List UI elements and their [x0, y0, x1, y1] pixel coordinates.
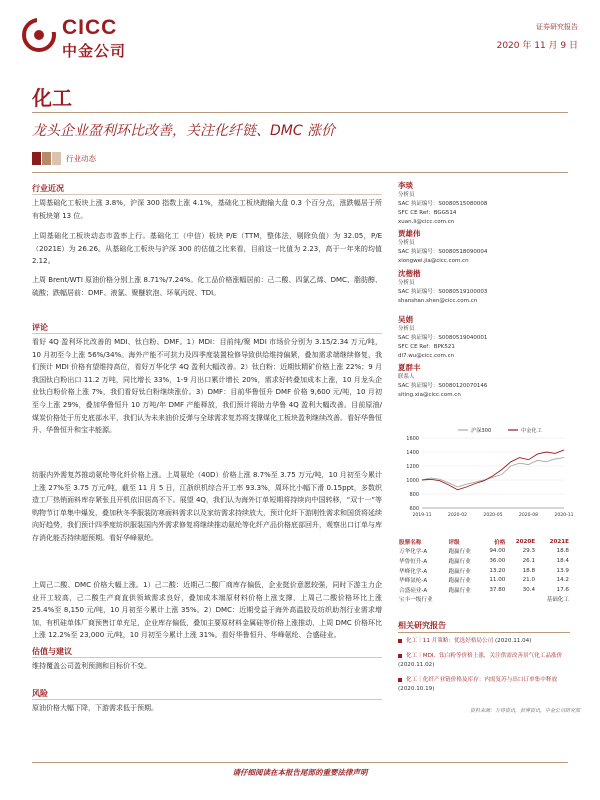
title-divider	[32, 112, 568, 113]
analyst-sac: SAC 执证编号：S0080519040001	[398, 335, 488, 341]
analyst-card	[398, 268, 570, 306]
analyst-sac: SAC 执证编号：S0080515080008	[398, 201, 488, 207]
analyst-email[interactable]: xuan.li@cicc.com.cn	[398, 219, 455, 225]
cicc-logo-icon	[22, 18, 56, 52]
analyst-sfc: SFC CE Ref：BGG514	[398, 210, 457, 216]
overview-paragraph-2: 上周基础化工板块动态市盈率上行。基础化工（中信）板块 P/E（TTM，整体法，剔除负值）为 32.05，P/E（2021E）为 26.26。从基础化工板块与沪深 300 的估值之比来看，目前这一比值为 2.23，高于一年来的均值 2.12。	[32, 232, 382, 266]
table-row	[398, 547, 570, 557]
table-cell: 万华化学-A	[399, 549, 428, 556]
x-tick-label: 2020-02	[447, 513, 468, 518]
analyst-sac: SAC 执证编号：S0080120070146	[398, 383, 488, 389]
analyst-role: 分析员	[398, 280, 415, 286]
table-header-cell: 2020E	[515, 538, 536, 545]
overview-paragraph-3: 上周 Brent/WTI 原油价格分别上涨 8.71%/7.24%。化工品价格涨幅居前：己二酸、四氯乙烯、DMC、脂肪醇、硫酸；跌幅居前：DMF、液氯、聚醚软泡、环氧丙烷、TDI。	[32, 276, 382, 297]
x-tick-label: 2019-11	[412, 513, 432, 518]
y-tick-label: 600	[409, 506, 419, 512]
stock-rating-table	[398, 537, 570, 604]
related-report-date: (2020.11.04)	[495, 638, 532, 644]
y-tick-label: 1600	[406, 436, 419, 442]
analyst-name: 夏群丰	[398, 363, 421, 372]
table-cell: 跑赢行业	[448, 568, 471, 575]
table-cell	[447, 595, 481, 605]
table-header-cell: 2021E	[549, 538, 569, 545]
section-divider	[32, 699, 382, 700]
comment-paragraph-3: 上周己二酸、DMC 价格大幅上涨。1）己二酸：近期己二酸厂商库存偏低，企业挺价意愿较强，同时下游主力企业开工较高，己二酸生产商直供领域需求良好，叠加成本端原材料价格上涨支撑，上周己二酸价格环比上涨 25.4%至 8,150 元/吨，10 月初至今累计上涨 35%。2）DMC：近期受益于海外高温胶及纺织助剂行业需求增加，有机硅单体厂商预售订单充足，企业库存偏低，叠加主要原材料金属硅等价格上涨推动，上周 DMC 价格环比上涨 12.2%至 23,000 元/吨，10 月初至今累计上涨 31%。看好华鲁恒升、华峰氨纶、合盛硅业。	[32, 581, 382, 640]
table-header-cell: 价格	[494, 539, 506, 546]
x-tick-label: 2020-08	[518, 513, 539, 518]
section-title-valuation: 估值与建议	[32, 647, 72, 656]
section-title-overview: 行业近况	[32, 184, 64, 193]
section-title-comment: 评论	[32, 323, 48, 332]
table-cell: 18.4	[556, 557, 569, 564]
analyst-role: 分析员	[398, 192, 415, 198]
table-cell: 基础化工	[546, 597, 569, 604]
footer-divider	[32, 762, 568, 763]
bullet-icon	[398, 654, 402, 658]
table-header-row	[398, 537, 570, 547]
table-cell: 合盛硅业-A	[399, 587, 428, 594]
comment-paragraph-2: 纺服内外需复苏推动氨纶等化纤价格上涨。上周氨纶（40D）价格上涨 8.7%至 3.75 万元/吨，10 月初至今累计上涨 27%至 3.75 万元/吨，截至 11 月 5 日，江浙织机综合开工率 93.3%，周环比小幅下滑 0.15ppt，多数织造工厂热销面料库存紧张且开机依旧居高不下。展望 4Q，我们认为海外订单短期将持续向中国转移，“双十一”等购物节订单集中爆发，叠加秋冬季服装防寒面料需求以及家纺需求持续放大，预计化纤下游刚性需求和国货将延续向好趋势，我们预计四季度纺织服装国内外需求修复将继续推动氨纶等化纤产品价格底部回升，观察出口订单与库存消化能否持续超预期。看好华峰氨纶。	[32, 471, 382, 542]
table-cell: 跑赢行业	[448, 578, 471, 585]
analyst-sfc: SFC CE Ref：BPK521	[398, 344, 455, 350]
table-row	[398, 585, 570, 595]
table-cell: 13.20	[489, 567, 506, 574]
table-cell: 跑赢行业	[448, 587, 471, 594]
section-divider	[32, 333, 382, 334]
table-cell: 18.8	[522, 567, 536, 574]
logo-text: CICC	[62, 16, 118, 39]
section-divider	[32, 194, 382, 195]
related-reports-title: 相关研究报告	[398, 621, 446, 630]
performance-line-chart	[398, 424, 574, 526]
table-cell: 14.2	[556, 577, 569, 584]
logo-chinese-text: 中金公司	[62, 42, 127, 60]
table-cell: 13.9	[556, 567, 569, 574]
analyst-email[interactable]: shanshan.shen@cicc.com.cn	[398, 298, 478, 304]
x-tick-label: 2020-05	[483, 513, 503, 518]
table-cell: 华鲁恒升-A	[399, 558, 428, 565]
header-divider	[32, 172, 568, 173]
x-tick-label: 2020-11	[554, 513, 574, 518]
analyst-card	[398, 362, 570, 400]
table-header-cell: 股票名称	[399, 539, 422, 546]
bullet-icon	[398, 678, 402, 682]
overview-paragraph-1: 上周基础化工板块上涨 3.8%，沪深 300 指数上涨 4.1%，基础化工板块跑输大盘 0.3 个百分点，涨跌幅居于所有板块第 13 位。	[32, 199, 382, 220]
related-report-title[interactable]: 化工｜化纤产业链价格及库存：内需复苏与出口订单集中释放	[406, 677, 558, 683]
table-header-cell: 评级	[448, 539, 460, 546]
analyst-role: 联系人	[398, 374, 415, 380]
legend-label: 沪深300	[471, 428, 492, 434]
table-cell: 跑赢行业	[448, 558, 471, 565]
table-cell: 18.8	[556, 548, 569, 555]
analyst-sac: SAC 执证编号：S0080519100003	[398, 289, 488, 295]
analyst-name: 贾雄伟	[398, 229, 421, 238]
tag-color-bars	[32, 152, 62, 165]
analyst-email[interactable]: siting.xia@cicc.com.cn	[398, 392, 461, 398]
table-cell: 17.6	[556, 586, 569, 593]
analyst-name: 吴娟	[398, 315, 413, 324]
report-headline: 龙头企业盈利环比改善，关注化纤链、DMC 涨价	[32, 123, 336, 139]
related-report-item[interactable]	[398, 652, 570, 669]
table-cell: 37.80	[489, 586, 506, 593]
valuation-paragraph: 维持覆盖公司盈利预测和目标价不变。	[32, 662, 151, 670]
table-cell	[506, 595, 536, 605]
related-report-item[interactable]	[398, 637, 570, 646]
source-note: 资料来源：万得资讯，彭博资讯，中金公司研究部	[470, 708, 581, 714]
bullet-icon	[398, 639, 402, 643]
analyst-card	[398, 180, 570, 227]
table-cell: 华峰氨纶-A	[399, 578, 428, 585]
y-tick-label: 1000	[406, 478, 419, 484]
y-tick-label: 1400	[406, 450, 419, 456]
related-divider	[398, 632, 570, 633]
table-cell: 11.00	[489, 577, 506, 584]
analyst-card	[398, 314, 570, 361]
table-cell: 30.4	[522, 586, 536, 593]
y-tick-label: 800	[409, 492, 419, 498]
table-row	[398, 566, 570, 576]
legend-label: 中金化工	[521, 428, 542, 434]
analyst-email[interactable]: di7.wu@cicc.com.cn	[398, 353, 455, 359]
analyst-email[interactable]: xiongwei.jia@cicc.com.cn	[398, 258, 469, 264]
table-cell: 26.1	[522, 557, 536, 564]
risk-paragraph: 原油价格大幅下降，下游需求低于预期。	[32, 704, 158, 712]
sector-title: 化工	[32, 86, 72, 110]
table-cell	[481, 595, 506, 605]
table-cell: 94.00	[489, 548, 506, 555]
related-report-item[interactable]	[398, 676, 570, 693]
table-cell: 宝丰一级行业	[399, 597, 433, 604]
y-tick-label: 1200	[406, 464, 419, 470]
related-report-date: (2020.11.02)	[398, 661, 435, 668]
related-report-title[interactable]: 化工｜MDI、钛白粉等价格上涨，关注供需改善景气化工品涨价	[406, 653, 563, 659]
legal-footer: 请仔细阅读在本报告尾部的重要法律声明	[232, 768, 368, 777]
table-cell: 21.0	[522, 577, 536, 584]
table-row	[398, 556, 570, 566]
analyst-role: 分析员	[398, 326, 415, 332]
analyst-sac: SAC 执证编号：S0080518090004	[398, 249, 488, 255]
analyst-role: 分析员	[398, 240, 415, 246]
table-row	[398, 595, 570, 605]
comment-paragraph-1: 看好 4Q 盈利环比改善的 MDI、钛白粉、DMF。1）MDI：目前纯/聚 MDI 市场价分别为 3.15/2.34 万元/吨，10 月初至今上涨 56%/34%。海外产能不可抗力及四季度装置检修导致供给维持偏紧，叠加需求端继续修复，我们预计 MDI 价格有望维持高位，看好万华化学 4Q 盈利大幅改善。2）钛白粉：近期钛精矿价格上涨 22%；9 月我国钛白粉出口 11.2 万吨，同比增长 33%，1-9 月出口累计增长 20%，需求好转叠加成本上涨，10 月龙头企业钛白粉价格上涨 7%，我们看好钛白粉继续涨价。3）DMF：目前华鲁恒升 DMF 价格 9,600 元/吨，10 月初至今上涨 29%，叠加华鲁恒升 10 万吨/年 DMF 产能释放，我们预计将助力华鲁 4Q 盈利大幅改善。目前原油/煤炭价格处于历史底部水平，我们认为未来油价反弹与全球需求复苏将支撑煤化工板块盈利继续改善。看好华鲁恒升、华鲁恒升和宝丰能源。	[32, 338, 382, 435]
report-tag: 行业动态	[66, 154, 96, 163]
analyst-name: 沈楷楷	[398, 269, 421, 278]
section-title-risk: 风险	[32, 689, 48, 698]
report-type: 证券研究报告	[536, 23, 578, 31]
table-cell: 跑赢行业	[448, 549, 471, 556]
table-cell: 36.00	[489, 557, 506, 564]
report-date: 2020 年 11 月 9 日	[496, 41, 578, 51]
analyst-card	[398, 228, 570, 266]
section-divider	[32, 657, 382, 658]
table-cell: 华峰化学-A	[399, 568, 428, 575]
table-row	[398, 575, 570, 585]
related-report-title[interactable]: 化工｜11 月策略：优选好格局公司	[406, 638, 494, 644]
related-report-date: (2020.10.19)	[398, 685, 435, 692]
analyst-name: 李琰	[398, 181, 413, 190]
series-line-2	[422, 450, 564, 490]
table-cell: 29.3	[522, 548, 536, 555]
